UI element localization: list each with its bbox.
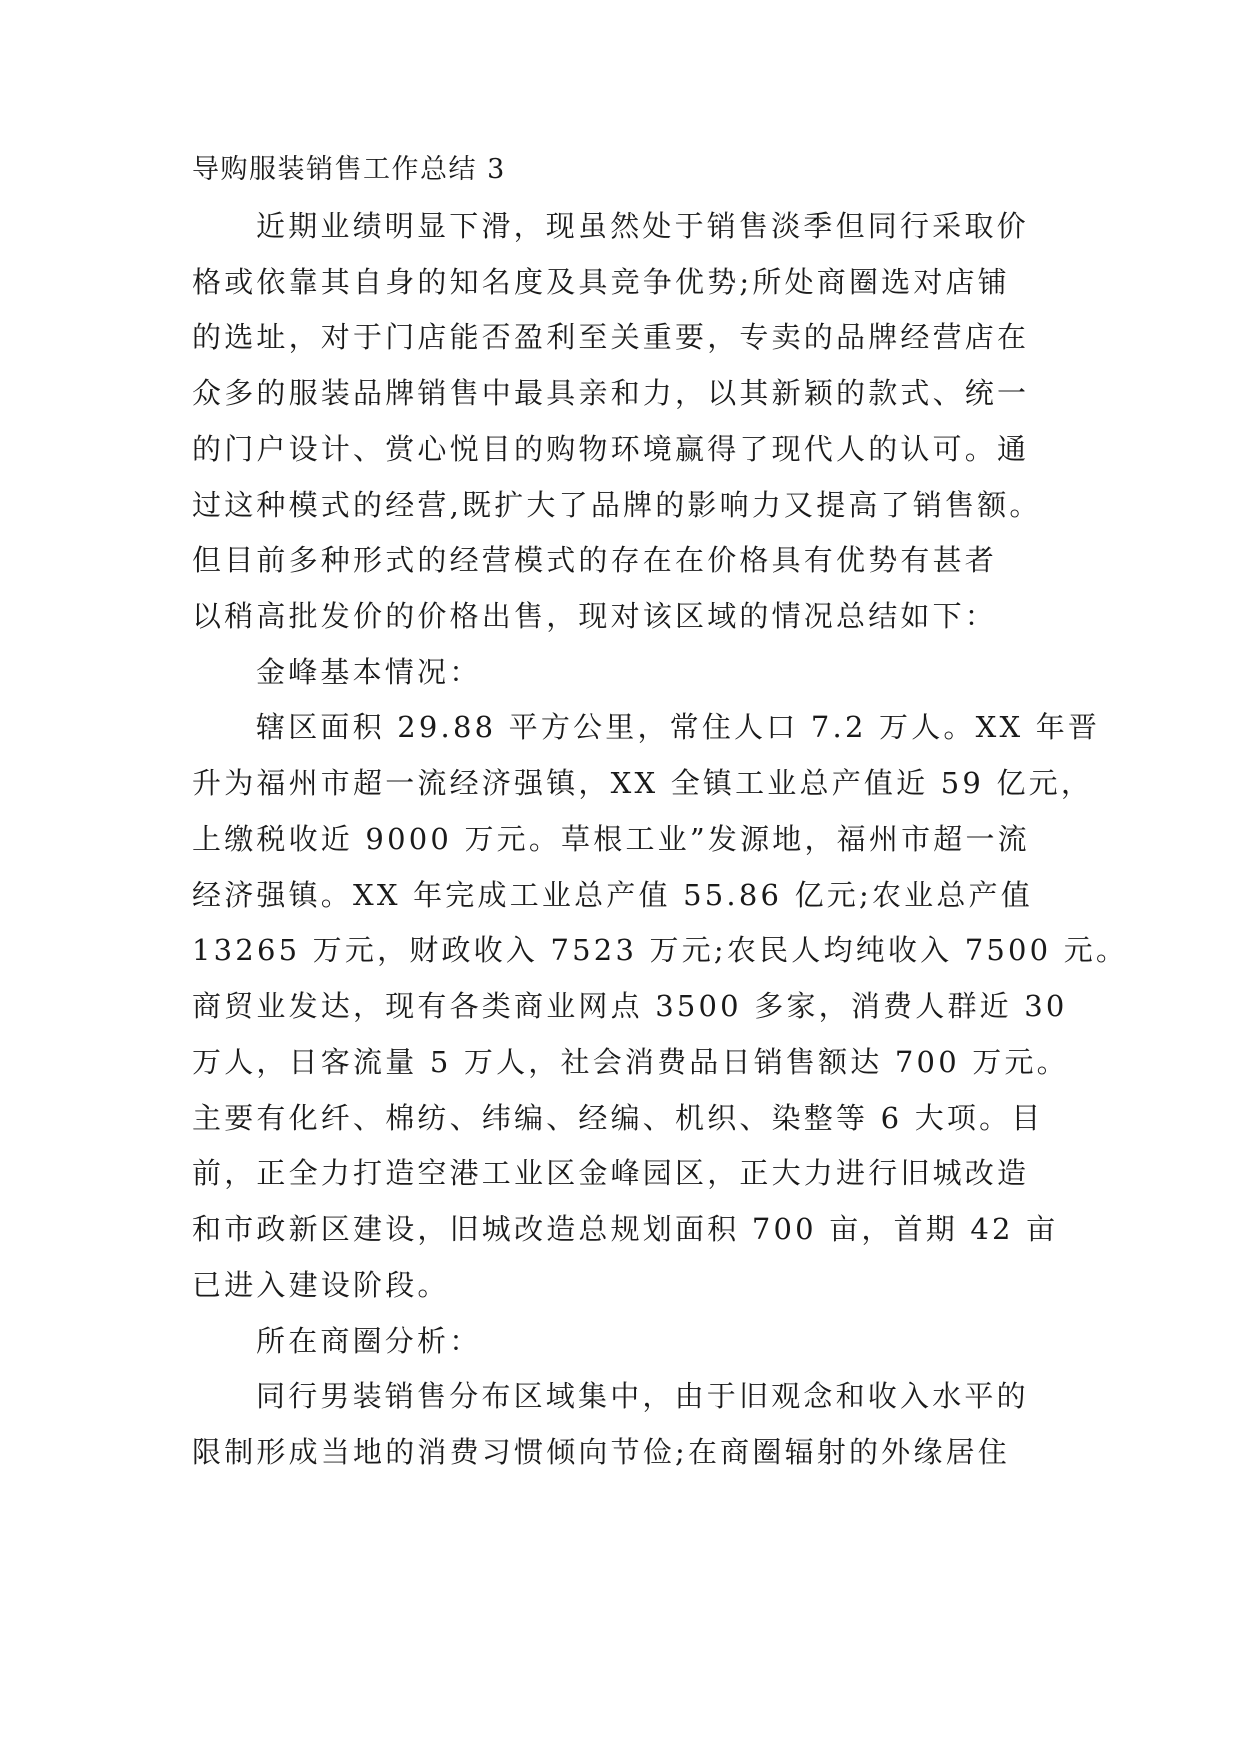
document-title: 导购服装销售工作总结 3 (192, 154, 506, 185)
paragraph-line: 13265 万元，财政收入 7523 万元;农民人均纯收入 7500 元。 (192, 933, 1129, 967)
paragraph-line: 近期业绩明显下滑，现虽然处于销售淡季但同行采取价 (256, 209, 1029, 243)
paragraph-line: 已进入建设阶段。 (192, 1268, 450, 1302)
paragraph-line: 升为福州市超一流经济强镇，XX 全镇工业总产值近 59 亿元， (192, 766, 1094, 800)
paragraph-line: 辖区面积 29.88 平方公里，常住人口 7.2 万人。XX 年晋 (256, 710, 1101, 744)
paragraph-line: 经济强镇。XX 年完成工业总产值 55.86 亿元;农业总产值 (192, 878, 1033, 912)
paragraph-line: 过这种模式的经营,既扩大了品牌的影响力又提高了销售额。 (192, 488, 1042, 522)
section-heading-basic: 金峰基本情况： (256, 655, 482, 689)
paragraph-line: 和市政新区建设，旧城改造总规划面积 700 亩，首期 42 亩 (192, 1212, 1059, 1246)
paragraph-line: 的门户设计、赏心悦目的购物环境赢得了现代人的认可。通 (192, 432, 1030, 466)
paragraph-line: 的选址，对于门店能否盈利至关重要，专卖的品牌经营店在 (192, 320, 1030, 354)
paragraph-line: 万人，日客流量 5 万人，社会消费品日销售额达 700 万元。 (192, 1045, 1069, 1079)
section-heading-area: 所在商圈分析： (256, 1324, 482, 1358)
paragraph-line: 格或依靠其自身的知名度及具竞争优势;所处商圈选对店铺 (192, 265, 1010, 299)
paragraph-line: 限制形成当地的消费习惯倾向节俭;在商圈辐射的外缘居住 (192, 1435, 1010, 1469)
paragraph-line: 主要有化纤、棉纺、纬编、经编、机织、染整等 6 大项。目 (192, 1101, 1044, 1135)
paragraph-line: 同行男装销售分布区域集中，由于旧观念和收入水平的 (256, 1379, 1029, 1413)
paragraph-line: 上缴税收近 9000 万元。草根工业”发源地，福州市超一流 (192, 822, 1030, 856)
paragraph-line: 以稍高批发价的价格出售，现对该区域的情况总结如下： (192, 599, 998, 633)
paragraph-line: 商贸业发达，现有各类商业网点 3500 多家，消费人群近 30 (192, 989, 1068, 1023)
paragraph-line: 前，正全力打造空港工业区金峰园区，正大力进行旧城改造 (192, 1156, 1030, 1190)
paragraph-line: 但目前多种形式的经营模式的存在在价格具有优势有甚者 (192, 543, 998, 577)
paragraph-line: 众多的服装品牌销售中最具亲和力，以其新颖的款式、统一 (192, 376, 1030, 410)
